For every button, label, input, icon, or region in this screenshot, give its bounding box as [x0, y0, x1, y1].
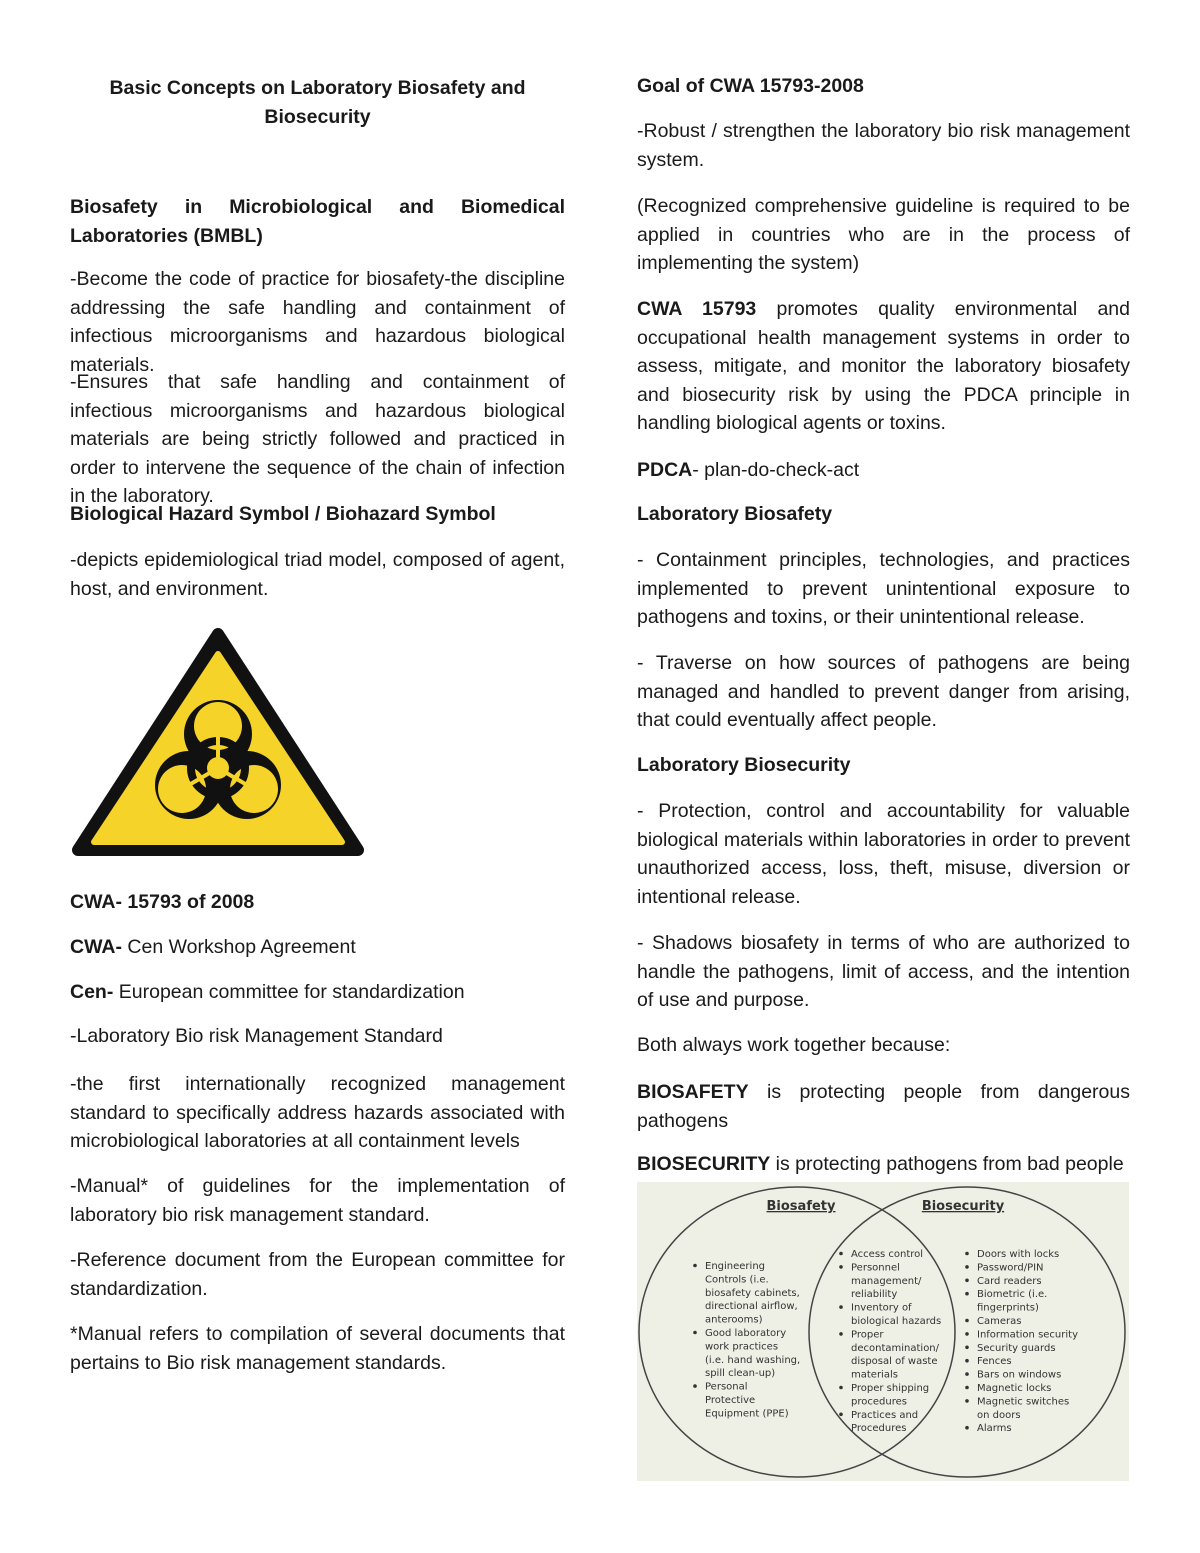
venn-biosecurity-bullet: [965, 1372, 969, 1376]
venn-svg: [637, 1182, 1129, 1481]
biosafety-circle: [639, 1187, 955, 1477]
venn-biosecurity-item: Information security: [977, 1329, 1078, 1341]
venn-biosecurity-bullet: [965, 1399, 969, 1403]
venn-shared-bullet: [839, 1265, 843, 1269]
venn-biosafety-item: Protective: [705, 1395, 756, 1406]
venn-biosafety-item: directional airflow,: [705, 1301, 798, 1313]
venn-biosafety-item: Controls (i.e.: [705, 1274, 769, 1286]
venn-shared-item: Inventory of: [851, 1302, 912, 1314]
manual-paragraph: -Manual* of guidelines for the implementation of laboratory bio risk management standard.: [70, 1175, 565, 1226]
venn-biosecurity-title: Biosecurity: [921, 1199, 1005, 1214]
cen-term: Cen-: [70, 981, 114, 1003]
venn-biosafety-item: Personal: [705, 1381, 748, 1393]
venn-shared-item: Practices and: [851, 1409, 919, 1421]
venn-biosafety-bullet: [693, 1264, 697, 1268]
biosafety-bold: BIOSAFETY: [637, 1081, 749, 1103]
venn-biosecurity-item: Security guards: [977, 1342, 1056, 1354]
venn-biosecurity-item: on doors: [977, 1409, 1021, 1421]
bmbl-paragraph-1: -Become the code of practice for biosafety-the discipline addressing the safe handling and containment of infectious microorganisms and hazardous biological materials.: [70, 268, 565, 376]
venn-shared-bullet: [839, 1413, 843, 1417]
venn-shared-item: Proper: [851, 1329, 884, 1341]
venn-biosecurity-bullet: [965, 1319, 969, 1323]
biorisk-standard: -Laboratory Bio risk Management Standard: [70, 1025, 443, 1047]
venn-shared-item: Personnel: [851, 1262, 900, 1274]
venn-biosecurity-item: Fences: [977, 1356, 1012, 1368]
venn-shared-item: biological hazards: [851, 1316, 942, 1327]
venn-biosecurity-bullet: [965, 1426, 969, 1430]
venn-biosecurity-item: Magnetic switches: [977, 1396, 1070, 1408]
venn-biosafety-item: biosafety cabinets,: [705, 1287, 800, 1299]
venn-biosafety-item: Good laboratory: [705, 1328, 787, 1339]
biosecurity-bold: BIOSECURITY: [637, 1153, 771, 1175]
venn-biosecurity-bullet: [965, 1265, 969, 1269]
venn-biosafety-item: work practices: [705, 1341, 779, 1353]
biosafety-text: is protecting people from dangerous pathogens: [637, 1081, 1130, 1132]
venn-middle-list: [839, 1249, 941, 1434]
venn-right-list: [965, 1249, 1078, 1434]
venn-biosecurity-item: Password/PIN: [977, 1262, 1044, 1274]
venn-shared-bullet: [839, 1386, 843, 1390]
lab-biosecurity-paragraph-2: - Shadows biosafety in terms of who are authorized to handle the pathogens, limit of access, and the intention of use and purpose.: [637, 932, 1130, 1011]
venn-biosecurity-bullet: [965, 1279, 969, 1283]
venn-biosafety-title: Biosafety: [766, 1199, 836, 1214]
pdca-text: - plan-do-check-act: [692, 459, 860, 481]
title-line-1: Basic Concepts on Laboratory Biosafety and: [109, 77, 526, 99]
goal-paragraph-1: -Robust / strengthen the laboratory bio risk management system.: [637, 120, 1130, 171]
venn-shared-item: reliability: [851, 1289, 898, 1301]
cwa-paragraph: [637, 295, 1130, 438]
title-line-2: Biosecurity: [264, 106, 371, 128]
venn-left-list: [693, 1261, 800, 1419]
venn-biosecurity-item: Biometric (i.e.: [977, 1289, 1048, 1301]
both-line: Both always work together because:: [637, 1034, 951, 1056]
pdca-line: [637, 456, 1130, 485]
venn-biosafety-item: spill clean-up): [705, 1368, 776, 1380]
venn-shared-item: disposal of waste: [851, 1356, 938, 1368]
cwa-term: CWA-: [70, 936, 122, 958]
venn-diagram: [637, 1182, 1129, 1481]
venn-shared-item: management/: [851, 1275, 922, 1287]
biohazard-description: -depicts epidemiological triad model, composed of agent, host, and environment.: [70, 549, 565, 600]
venn-biosafety-item: (i.e. hand washing,: [705, 1354, 801, 1366]
venn-biosecurity-bullet: [965, 1292, 969, 1296]
cwa-text: promotes quality environmental and occupational health management systems in order to assess, mitigate, and monitor the laboratory biosafety and biosecurity risk by using the PDCA principle in handling biological agents or toxins.: [637, 298, 1130, 434]
first-standard: -the first internationally recognized management standard to specifically address hazards associated with microbiological laboratories at all containment levels: [70, 1073, 565, 1152]
venn-biosecurity-bullet: [965, 1332, 969, 1336]
lab-biosecurity-heading: Laboratory Biosecurity: [637, 754, 851, 776]
venn-biosecurity-item: Bars on windows: [977, 1369, 1062, 1381]
lab-biosafety-paragraph-2: - Traverse on how sources of pathogens are being managed and handled to prevent danger from arising, that could eventually affect people.: [637, 652, 1130, 731]
biosecurity-text: is protecting pathogens from bad people: [770, 1153, 1124, 1175]
bmbl-heading: Biosafety in Microbiological and Biomedical Laboratories (BMBL): [70, 196, 565, 247]
cwa-definition: [70, 933, 565, 962]
venn-shared-item: decontamination/: [851, 1342, 940, 1354]
lab-biosecurity-paragraph-1: - Protection, control and accountability for valuable biological materials within laboratories in order to prevent unauthorized access, loss, theft, misuse, diversion or intentional release.: [637, 800, 1130, 908]
venn-biosecurity-bullet: [965, 1252, 969, 1256]
biosecurity-statement: [637, 1150, 1130, 1179]
venn-shared-item: Proper shipping: [851, 1383, 930, 1394]
cen-def: European committee for standardization: [113, 981, 465, 1003]
reference-paragraph: -Reference document from the European committee for standardization.: [70, 1249, 565, 1300]
venn-shared-bullet: [839, 1332, 843, 1336]
biohazard-symbol-icon: [68, 628, 368, 860]
venn-biosafety-bullet: [693, 1331, 697, 1335]
cen-definition: [70, 978, 565, 1007]
venn-biosafety-item: anterooms): [705, 1314, 763, 1326]
venn-shared-bullet: [839, 1252, 843, 1256]
venn-shared-item: Procedures: [851, 1423, 907, 1435]
page-title: [70, 74, 565, 132]
venn-biosecurity-item: Card readers: [977, 1275, 1042, 1287]
manual-footnote: *Manual refers to compilation of several documents that pertains to Bio risk management standards.: [70, 1323, 565, 1374]
venn-biosecurity-item: fingerprints): [977, 1302, 1039, 1314]
goal-heading: Goal of CWA 15793-2008: [637, 75, 864, 97]
venn-shared-bullet: [839, 1305, 843, 1309]
venn-biosecurity-bullet: [965, 1359, 969, 1363]
biosafety-statement: [637, 1078, 1130, 1135]
cwa-def: Cen Workshop Agreement: [122, 936, 356, 958]
lab-biosafety-paragraph-1: - Containment principles, technologies, and practices implemented to prevent unintentional exposure to pathogens and toxins, or their unintentional release.: [637, 549, 1130, 628]
venn-shared-item: Access control: [851, 1249, 924, 1260]
cwa-heading: CWA- 15793 of 2008: [70, 891, 255, 913]
venn-biosafety-bullet: [693, 1384, 697, 1388]
venn-biosecurity-item: Magnetic locks: [977, 1383, 1052, 1394]
lab-biosafety-heading: Laboratory Biosafety: [637, 503, 833, 525]
cwa-bold: CWA 15793: [637, 298, 757, 320]
venn-shared-item: materials: [851, 1369, 898, 1381]
venn-biosecurity-bullet: [965, 1386, 969, 1390]
venn-biosecurity-bullet: [965, 1346, 969, 1350]
venn-shared-item: procedures: [851, 1396, 907, 1408]
biohazard-heading: Biological Hazard Symbol / Biohazard Symbol: [70, 503, 496, 525]
pdca-bold: PDCA: [637, 459, 693, 481]
venn-biosecurity-item: Alarms: [977, 1423, 1012, 1435]
goal-paragraph-2: (Recognized comprehensive guideline is required to be applied in countries who are in the process of implementing the system): [637, 195, 1130, 274]
venn-biosafety-item: Engineering: [705, 1261, 765, 1272]
venn-biosafety-item: Equipment (PPE): [705, 1408, 789, 1420]
venn-biosecurity-item: Doors with locks: [977, 1249, 1060, 1260]
venn-biosecurity-item: Cameras: [977, 1316, 1022, 1327]
bmbl-paragraph-2: -Ensures that safe handling and containment of infectious microorganisms and hazardous biological materials are being strictly followed and practiced in order to intervene the sequence of the chain of infection in the laboratory.: [70, 371, 565, 507]
